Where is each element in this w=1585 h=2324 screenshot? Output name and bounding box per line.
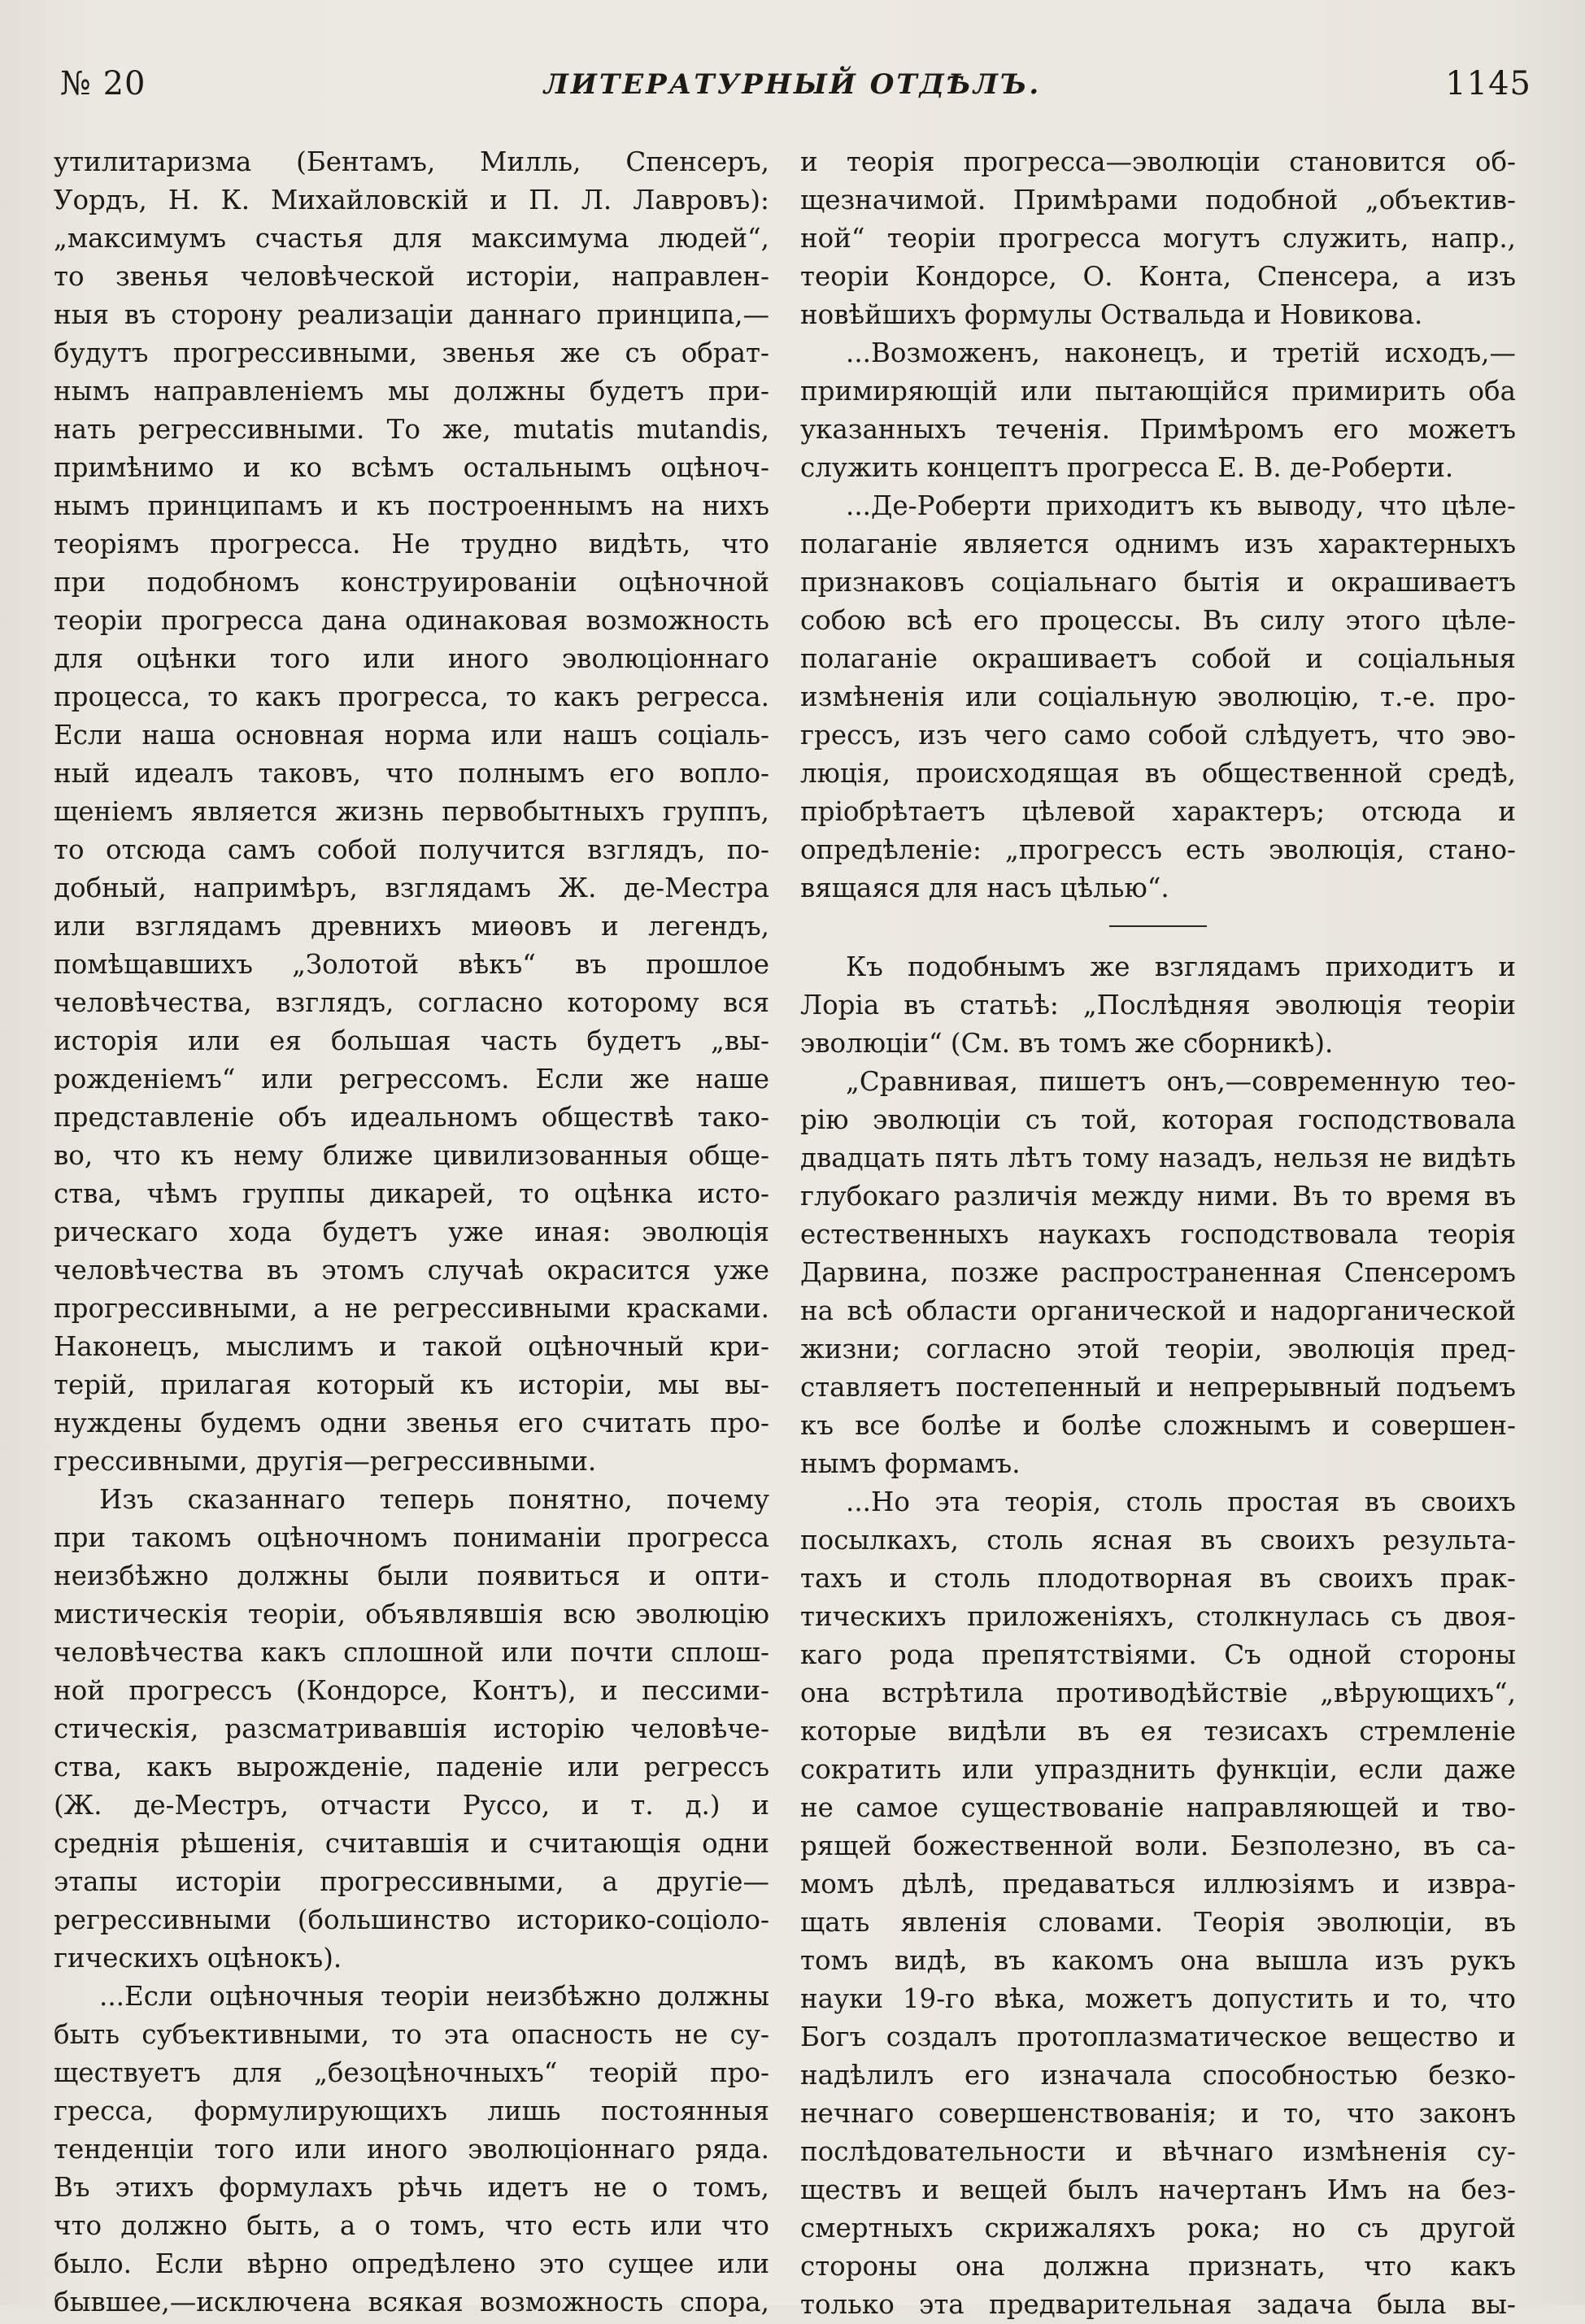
text-line: стороны она должна признать, что какъ [800,2251,1516,2282]
text-line: момъ дѣлѣ, предаваться иллюзіямъ и извра- [800,1869,1516,1900]
text-line: примѣнимо и ко всѣмъ остальнымъ оцѣноч- [54,452,769,483]
text-line: человѣчества какъ сплошной или почти сплош- [54,1637,769,1668]
text-line: смертныхъ скрижаляхъ рока; но съ другой [800,2213,1516,2243]
text-line: что должно быть, а о томъ, что есть или что [54,2210,769,2241]
text-line: науки 19-го вѣка, можетъ допустить и то, что [800,1983,1516,2014]
text-line: щать явленія словами. Теорія эволюціи, въ [800,1907,1516,1938]
text-line: человѣчества, взглядъ, согласно которому вся [54,987,769,1018]
text-line: „максимумъ счастья для максимума людей“, [54,223,769,254]
right-text-column [800,143,1516,2320]
text-line: и теорія прогресса—эволюціи становится об- [800,146,1516,177]
text-line: Дарвина, позже распространенная Спенсеромъ [800,1257,1516,1288]
text-line: будутъ прогрессивными, звенья же съ обрат- [54,337,769,368]
text-line: рическаго хода будетъ уже иная: эволюція [54,1216,769,1247]
text-line: нуждены будемъ одни звенья его считать про- [54,1408,769,1438]
text-line: Если наша основная норма или нашъ соціаль- [54,720,769,751]
text-line: люція, происходящая въ общественной средѣ, [800,758,1516,789]
text-line: новѣйшихъ формулы Оствальда и Новикова. [800,299,1423,330]
text-line: глубокаго различія между ними. Въ то время въ [800,1181,1516,1212]
text-line: ства, какъ вырожденіе, паденіе или регрессъ [54,1752,769,1782]
text-line: то звенья человѣческой исторіи, направлен- [54,261,769,292]
text-line: (Ж. де-Местръ, отчасти Руссо, и т. д.) и [54,1790,769,1821]
text-line: щеніемъ является жизнь первобытныхъ группъ, [54,796,769,827]
text-line: теоріи прогресса дана одинаковая возможность [54,605,769,636]
text-line: ной“ теоріи прогресса могутъ служить, напр., [800,223,1516,254]
text-line: полаганіе окрашиваетъ собой и соціальныя [800,643,1516,674]
text-line: ществуетъ для „безоцѣночныхъ“ теорій про- [54,2057,769,2088]
text-line: Къ подобнымъ же взглядамъ приходитъ и [846,951,1516,982]
text-line: во, что къ нему ближе цивилизованныя обще- [54,1140,769,1171]
text-line: стическія, разсматривавшія исторію человѣче- [54,1713,769,1744]
section-divider [1109,925,1207,927]
text-line: при подобномъ конструированіи оцѣночной [54,567,769,598]
text-line: вящаяся для насъ цѣлью“. [800,873,1169,903]
text-line: для оцѣнки того или иного эволюціоннаго [54,643,769,674]
text-line: нымъ направленіемъ мы должны будетъ при- [54,376,769,407]
text-line: гресса, формулирующихъ лишь постоянныя [54,2096,769,2126]
text-line: при такомъ оцѣночномъ пониманіи прогресса [54,1522,769,1553]
text-line: бывшее,—исключена всякая возможность спора, [54,2287,769,2317]
text-line: на всѣ области органической и надорганической [800,1295,1516,1326]
text-line: не самое существованіе направляющей и тво- [800,1792,1516,1823]
text-line: представленіе объ идеальномъ обществѣ тако- [54,1102,769,1133]
text-line: рожденіемъ“ или регрессомъ. Если же наше [54,1064,769,1095]
text-line: или взглядамъ древнихъ миѳовъ и легендъ, [54,911,769,942]
text-line: прогрессивными, а не регрессивными красками. [54,1293,769,1324]
text-line: помѣщавшихъ „Золотой вѣкъ“ въ прошлое [54,949,769,980]
text-line: человѣчества въ этомъ случаѣ окрасится уже [54,1255,769,1286]
text-line: опредѣленіе: „прогрессъ есть эволюція, стано- [800,834,1516,865]
text-line: нечнаго совершенствованія; и то, что законъ [800,2098,1516,2129]
issue-number: № 20 [60,65,146,102]
text-line: двадцать пять лѣтъ тому назадъ, нельзя не видѣть [800,1142,1516,1173]
text-line: тахъ и столь плодотворная въ своихъ прак- [800,1563,1516,1594]
text-line: среднія рѣшенія, считавшія и считающія одни [54,1828,769,1859]
text-line: полаганіе является однимъ изъ характерныхъ [800,529,1516,559]
text-line: ставляетъ постепенный и непрерывный подъемъ [800,1372,1516,1403]
text-line: пріобрѣтаетъ цѣлевой характеръ; отсюда и [800,796,1516,827]
text-line: исторія или ея большая часть будетъ „вы- [54,1025,769,1056]
text-line: добный, напримѣръ, взглядамъ Ж. де-Местра [54,873,769,903]
text-line: ства, чѣмъ группы дикарей, то оцѣнка исто- [54,1178,769,1209]
text-line: она встрѣтила противодѣйствіе „вѣрующихъ“, [800,1678,1516,1708]
text-line: ...Если оцѣночныя теоріи неизбѣжно должны [99,1981,769,2012]
text-line: послѣдовательности и вѣчнаго измѣненія су- [800,2136,1516,2167]
text-line: собою всѣ его процессы. Въ силу этого цѣле- [800,605,1516,636]
text-line: Лоріа въ статьѣ: „Послѣдняя эволюція теоріи [800,990,1516,1021]
text-line: утилитаризма (Бентамъ, Милль, Спенсеръ, [54,146,769,177]
text-line: грессъ, изъ чего само собой слѣдуетъ, что эво- [800,720,1516,751]
text-line: жизни; согласно этой теоріи, эволюція пред- [800,1334,1516,1364]
text-line: рящей божественной воли. Безполезно, въ са- [800,1830,1516,1861]
text-line: „Сравнивая, пишетъ онъ,—современную тео- [846,1066,1516,1097]
text-line: ществъ и вещей былъ начертанъ Имъ на без- [800,2174,1516,2205]
text-line: ной прогрессъ (Кондорсе, Контъ), и пессими- [54,1675,769,1706]
text-line: Уордъ, Н. К. Михайловскій и П. Л. Лавровъ): [54,185,769,215]
text-line: Богъ создалъ протоплазматическое вещество и [800,2022,1516,2052]
text-line: къ все болѣе и болѣе сложнымъ и совершен- [800,1410,1516,1441]
text-line: ...Возможенъ, наконецъ, и третій исходъ,— [846,337,1516,368]
text-line: быть субъективными, то эта опасность не су- [54,2019,769,2050]
text-line: только эта предварительная задача была вы- [800,2289,1516,2320]
text-line: ный идеалъ таковъ, что полнымъ его вопло- [54,758,769,789]
left-text-column [54,143,769,2317]
text-line: естественныхъ наукахъ господствовала теорія [800,1219,1516,1250]
text-line: каго рода препятствіями. Съ одной стороны [800,1639,1516,1670]
text-line: терій, прилагая который къ исторіи, мы вы- [54,1369,769,1400]
text-line: нымъ принципамъ и къ построеннымъ на нихъ [54,490,769,521]
section-title: ЛИТЕРАТУРНЫЙ ОТДѢЛЪ. [543,68,1042,101]
text-line: томъ видѣ, въ какомъ она вышла изъ рукъ [800,1945,1516,1976]
text-line: Наконецъ, мыслимъ и такой оцѣночный кри- [54,1331,769,1362]
text-line: признаковъ соціальнаго бытія и окрашиваетъ [800,567,1516,598]
text-line: ...Де-Роберти приходитъ къ выводу, что цѣле- [846,490,1516,521]
text-line: мистическія теоріи, объявлявшія всю эволюцію [54,1599,769,1630]
text-line: нымъ формамъ. [800,1448,1021,1479]
text-line: примиряющій или пытающійся примирить оба [800,376,1516,407]
text-line: надѣлилъ его изначала способностью безко- [800,2060,1516,2091]
text-line: теоріямъ прогресса. Не трудно видѣть, что [54,529,769,559]
text-line: регрессивными (большинство историко-соціоло- [54,1904,769,1935]
text-line: Изъ сказаннаго теперь понятно, почему [99,1484,769,1515]
text-line: эволюціи“ (См. въ томъ же сборникѣ). [800,1028,1334,1059]
text-line: теоріи Кондорсе, О. Конта, Спенсера, а изъ [800,261,1516,292]
running-header [50,65,1535,114]
text-line: грессивными, другія—регрессивными. [54,1446,597,1477]
text-line: служить концептъ прогресса Е. В. де-Роберти. [800,452,1454,483]
page-number: 1145 [1445,65,1531,102]
text-line: было. Если вѣрно опредѣлено это сущее или [54,2248,769,2279]
text-line: щезначимой. Примѣрами подобной „объектив- [800,185,1516,215]
text-line: нать регрессивными. То же, mutatis mutandis, [54,414,769,445]
text-line: процесса, то какъ прогресса, то какъ регресса. [54,681,769,712]
text-line: этапы исторіи прогрессивными, а другіе— [54,1866,769,1897]
text-line: рію эволюціи съ той, которая господствовала [800,1104,1516,1135]
text-line: ...Но эта теорія, столь простая въ своихъ [846,1486,1516,1517]
text-line: тенденціи того или иного эволюціоннаго ряда. [54,2134,769,2165]
text-line: гическихъ оцѣнокъ). [54,1943,342,1974]
text-line: Въ этихъ формулахъ рѣчь идетъ не о томъ, [54,2172,769,2203]
text-line: указанныхъ теченія. Примѣромъ его можетъ [800,414,1516,445]
text-line: сократить или упразднить функціи, если даже [800,1754,1516,1785]
text-line: тическихъ приложеніяхъ, столкнулась съ двоя- [800,1601,1516,1632]
text-line: неизбѣжно должны были появиться и опти- [54,1560,769,1591]
text-line: то отсюда самъ собой получится взглядъ, по- [54,834,769,865]
text-line: ныя въ сторону реализаціи даннаго принципа,— [54,299,769,330]
text-line: измѣненія или соціальную эволюцію, т.-е. про- [800,681,1516,712]
text-line: посылкахъ, столь ясная въ своихъ результа- [800,1525,1516,1556]
text-line: которые видѣли въ ея тезисахъ стремленіе [800,1716,1516,1747]
